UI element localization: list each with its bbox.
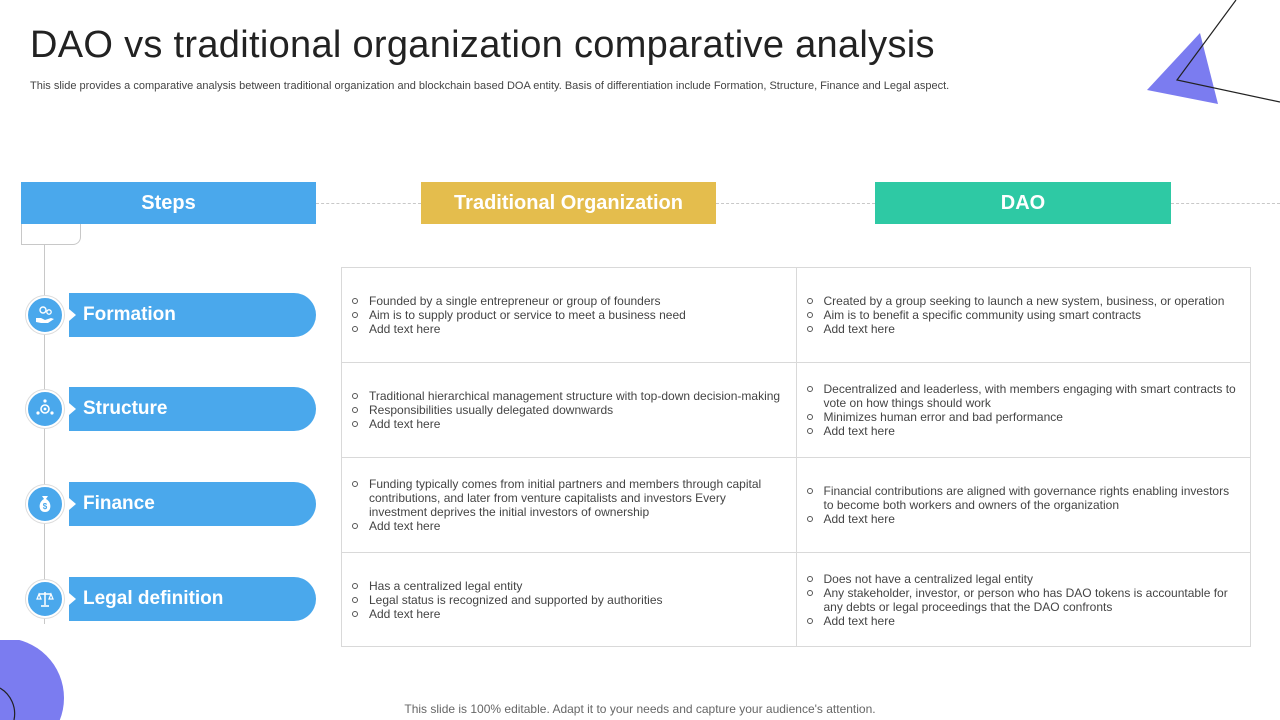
svg-text:$: $ — [42, 502, 48, 511]
step-label: Legal definition — [83, 588, 224, 609]
traditional-cell — [342, 553, 797, 647]
header-steps: Steps — [21, 182, 316, 224]
list-item: Funding typically comes from initial partners and members through capital contributions, and later from venture capitalists and investors Every investment deprives the initial investors of ownership — [352, 477, 782, 519]
step-formation — [69, 293, 316, 337]
step-structure — [69, 387, 316, 431]
list-item: Responsibilities usually delegated downwards — [352, 403, 782, 417]
list-item: Add text here — [807, 512, 1237, 526]
comparison-table — [341, 267, 1251, 647]
structure-step-badge — [26, 390, 64, 428]
corner-triangle-decoration — [1140, 0, 1280, 110]
header-connector-line — [716, 203, 875, 204]
list-item: Add text here — [352, 519, 782, 533]
gear-network-icon — [34, 398, 56, 420]
list-item: Add text here — [352, 322, 782, 336]
traditional-cell — [342, 268, 797, 363]
list-item: Add text here — [352, 607, 782, 621]
table-row — [342, 363, 1251, 458]
steps-bracket — [21, 224, 81, 245]
list-item: Any stakeholder, investor, or person who has DAO tokens is accountable for any debts or legal proceedings that the DAO confronts — [807, 586, 1237, 614]
list-item: Aim is to supply product or service to meet a business need — [352, 308, 782, 322]
step-legal-definition — [69, 577, 316, 621]
list-item: Traditional hierarchical management structure with top-down decision-making — [352, 389, 782, 403]
dao-cell — [796, 268, 1251, 363]
list-item: Decentralized and leaderless, with members engaging with smart contracts to vote on how things should work — [807, 382, 1237, 410]
list-item: Add text here — [807, 424, 1237, 438]
table-row — [342, 553, 1251, 647]
list-item: Add text here — [352, 417, 782, 431]
header-connector-line — [316, 203, 421, 204]
step-label: Finance — [83, 493, 155, 514]
hand-coins-icon — [34, 304, 56, 326]
list-item: Minimizes human error and bad performance — [807, 410, 1237, 424]
header-dao: DAO — [875, 182, 1171, 224]
scales-icon — [34, 588, 56, 610]
step-label: Structure — [83, 398, 168, 419]
list-item: Founded by a single entrepreneur or group of founders — [352, 294, 782, 308]
table-row — [342, 268, 1251, 363]
dao-cell — [796, 363, 1251, 458]
list-item: Has a centralized legal entity — [352, 579, 782, 593]
page-title: DAO vs traditional organization comparative analysis — [30, 24, 935, 66]
money-bag-icon — [34, 493, 56, 515]
step-finance — [69, 482, 316, 526]
formation-step-badge — [26, 296, 64, 334]
header-traditional-organization: Traditional Organization — [421, 182, 716, 224]
legal-step-badge — [26, 580, 64, 618]
dao-cell — [796, 553, 1251, 647]
list-item: Add text here — [807, 322, 1237, 336]
step-label: Formation — [83, 304, 176, 325]
list-item: Aim is to benefit a specific community using smart contracts — [807, 308, 1237, 322]
list-item: Legal status is recognized and supported by authorities — [352, 593, 782, 607]
traditional-cell — [342, 363, 797, 458]
traditional-cell — [342, 458, 797, 553]
footer-note: This slide is 100% editable. Adapt it to your needs and capture your audience's attention. — [404, 702, 876, 716]
list-item: Financial contributions are aligned with governance rights enabling investors to become both workers and owners of the organization — [807, 484, 1237, 512]
list-item: Created by a group seeking to launch a new system, business, or operation — [807, 294, 1237, 308]
finance-step-badge — [26, 485, 64, 523]
list-item: Add text here — [807, 614, 1237, 628]
page-subtitle: This slide provides a comparative analysis between traditional organization and blockchain based DOA entity. Basis of differentiation include Formation, Structure, Finance and Legal aspect. — [30, 80, 950, 92]
dao-cell — [796, 458, 1251, 553]
list-item: Does not have a centralized legal entity — [807, 572, 1237, 586]
table-row — [342, 458, 1251, 553]
header-connector-line — [1171, 203, 1280, 204]
